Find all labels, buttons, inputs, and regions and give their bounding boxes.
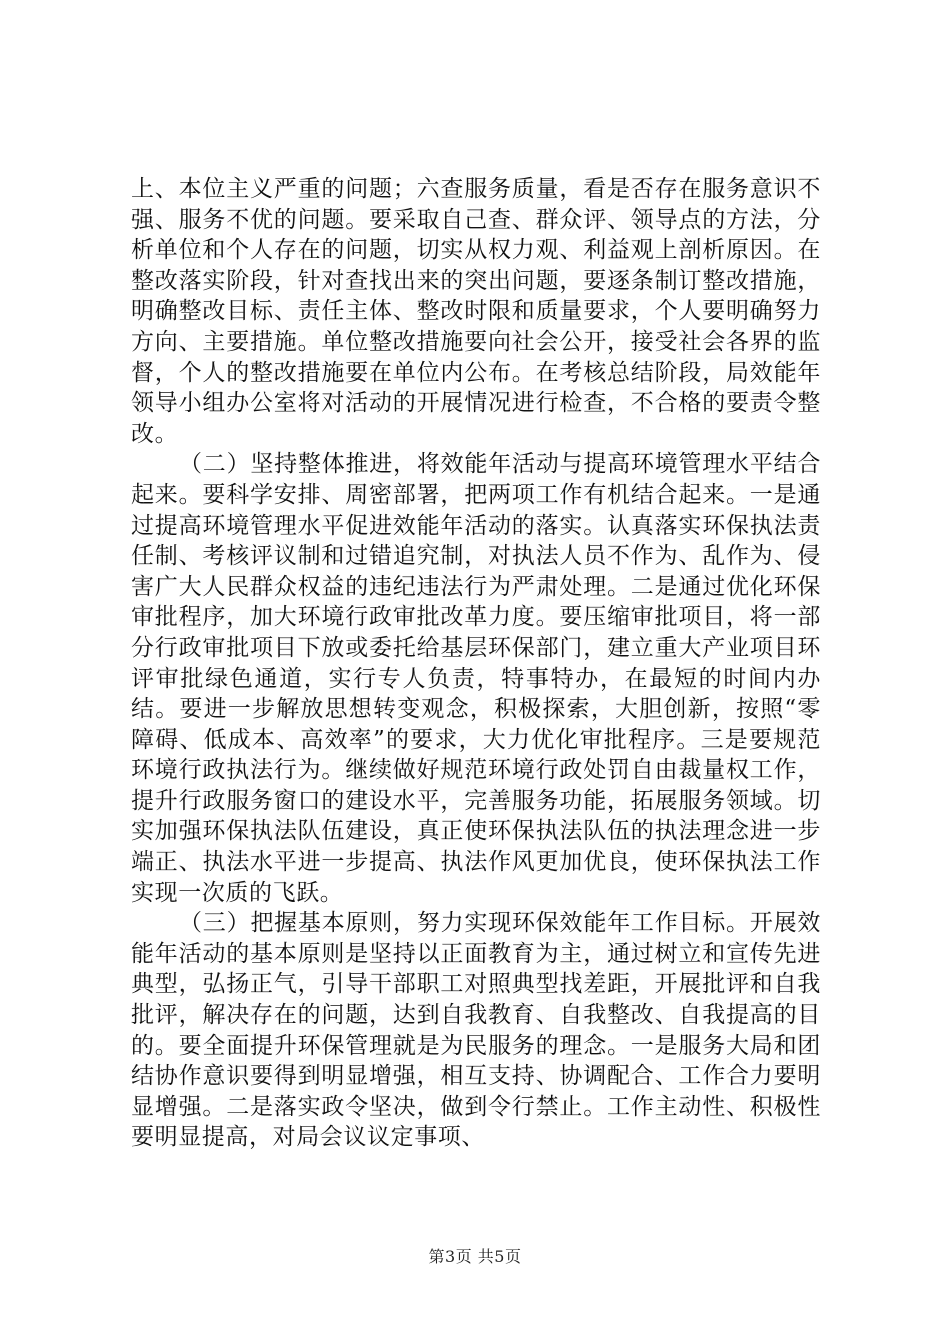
paragraph-section-three: （三）把握基本原则，努力实现环保效能年工作目标。开展效能年活动的基本原则是坚持以正面教育为主，通过树立和宣传先进典型，弘扬正气，引导干部职工对照典型找差距，开展批评和自我批评，解决存在的问题，达到自我教育、自我整改、自我提高的目的。要全面提升环保管理就是为民服务的理念。一是服务大局和团结协作意识要得到明显增强，相互支持、协调配合、工作合力要明显增强。二是落实政令坚决，做到令行禁止。工作主动性、积极性要明显提高，对局会议议定事项、 — [131, 910, 821, 1151]
page-number-footer: 第3页 共5页 — [428, 1247, 522, 1266]
paragraph-continuation: 上、本位主义严重的问题；六查服务质量，看是否存在服务意识不强、服务不优的问题。要采取自己查、群众评、领导点的方法，分析单位和个人存在的问题，切实从权力观、利益观上剖析原因。在整改落实阶段，针对查找出来的突出问题，要逐条制订整改措施，明确整改目标、责任主体、整改时限和质量要求，个人要明确努力方向、主要措施。单位整改措施要向社会公开，接受社会各界的监督，个人的整改措施要在单位内公布。在考核总结阶段，局效能年领导小组办公室将对活动的开展情况进行检查，不合格的要责令整改。 — [131, 176, 821, 447]
document-body — [131, 174, 821, 1153]
paragraph-section-two: （二）坚持整体推进，将效能年活动与提高环境管理水平结合起来。要科学安排、周密部署，把两项工作有机结合起来。一是通过提高环境管理水平促进效能年活动的落实。认真落实环保执法责任制、考核评议制和过错追究制，对执法人员不作为、乱作为、侵害广大人民群众权益的违纪违法行为严肃处理。二是通过优化环保审批程序，加大环境行政审批改革力度。要压缩审批项目，将一部分行政审批项目下放或委托给基层环保部门，建立重大产业项目环评审批绿色通道，实行专人负责，特事特办，在最短的时间内办结。要进一步解放思想转变观念，积极探索，大胆创新，按照“零障碍、低成本、高效率”的要求，大力优化审批程序。三是要规范环境行政执法行为。继续做好规范环境行政处罚自由裁量权工作，提升行政服务窗口的建设水平，完善服务功能，拓展服务领域。切实加强环保执法队伍建设，真正使环保执法队伍的执法理念进一步端正、执法水平进一步提高、执法作风更加优良，使环保执法工作实现一次质的飞跃。 — [131, 451, 821, 906]
